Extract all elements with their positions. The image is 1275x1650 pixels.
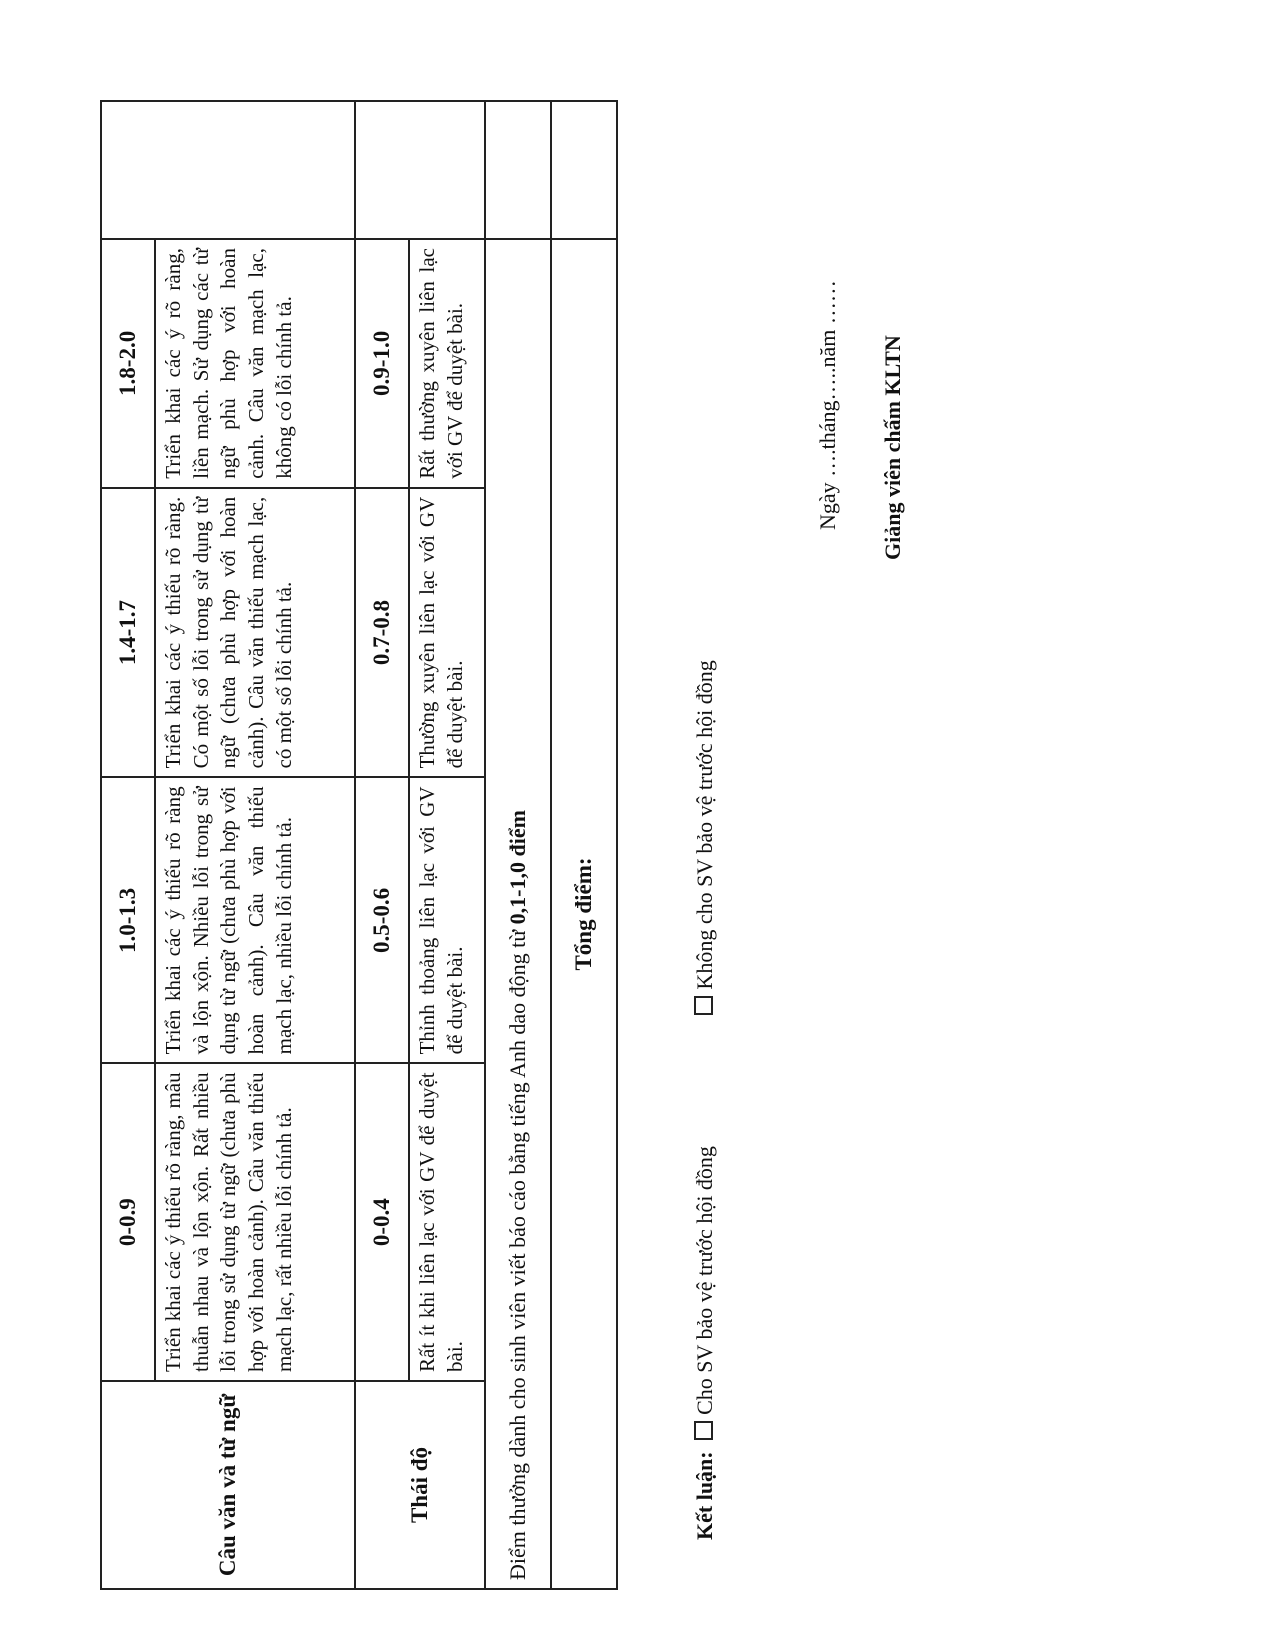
range-cell: 0-0.4 (355, 1063, 409, 1381)
conclusion-line (692, 660, 718, 1540)
description-cell: Rất ít khi liên lạc với GV để duyệt bài. (409, 1063, 485, 1381)
total-score-cell (551, 101, 617, 239)
table-row (355, 101, 409, 1589)
conclusion-label: Kết luận: (692, 1451, 717, 1540)
range-cell: 0-0.9 (101, 1063, 155, 1381)
criterion-cell: Thái độ (355, 1381, 485, 1589)
description-cell: Triển khai các ý rõ ràng, liền mạch. Sử dụng các từ ngữ phù hợp với hoàn cảnh. Câu văn mạch lạc, không có lỗi chính tả. (155, 239, 355, 488)
range-cell: 1.0-1.3 (101, 777, 155, 1063)
criterion-cell: Câu văn và từ ngữ (101, 1381, 355, 1589)
description-cell: Rất thường xuyên liên lạc với GV để duyệt bài. (409, 239, 485, 488)
signer-title: Giảng viên chấm KLTN (880, 335, 905, 560)
bonus-cell (485, 239, 551, 1589)
range-cell: 0.7-0.8 (355, 488, 409, 778)
description-cell: Triển khai các ý thiếu rõ ràng và lộn xộn. Nhiều lỗi trong sử dụng từ ngữ (chưa phù hợp với hoàn cảnh). Câu văn thiếu mạch lạc, nhiều lỗi chính tả. (155, 777, 355, 1063)
table-row (101, 101, 155, 1589)
range-cell: 0.9-1.0 (355, 239, 409, 488)
rotated-content (100, 90, 960, 1590)
description-cell: Triển khai các ý thiếu rõ ràng, mâu thuẫn nhau và lộn xộn. Rất nhiều lỗi trong sử dụng từ ngữ (chưa phù hợp với hoàn cảnh). Câu văn thiếu mạch lạc, rất nhiều lỗi chính tả. (155, 1063, 355, 1381)
score-cell (355, 101, 485, 239)
checkbox-allow[interactable] (694, 1421, 713, 1440)
description-cell: Thường xuyên liên lạc với GV để duyệt bài. (409, 488, 485, 778)
description-cell: Triển khai các ý thiếu rõ ràng. Có một số lỗi trong sử dụng từ ngữ (chưa phù hợp với hoàn cảnh). Câu văn thiếu mạch lạc, có một số lỗi chính tả. (155, 488, 355, 778)
score-cell (101, 101, 355, 239)
total-row (551, 101, 617, 1589)
bonus-row (485, 101, 551, 1589)
option-deny-label: Không cho SV bảo vệ trước hội đồng (692, 660, 717, 990)
checkbox-deny[interactable] (694, 996, 713, 1015)
table-row (409, 101, 485, 1589)
description-cell: Thỉnh thoảng liên lạc với GV để duyệt bài. (409, 777, 485, 1063)
date-line: Ngày ….tháng…..năm …… (815, 280, 840, 530)
table-row (155, 101, 355, 1589)
rubric-table (100, 100, 618, 1590)
bonus-text: Điểm thưởng dành cho sinh viên viết báo cáo bằng tiếng Anh dao động từ (505, 924, 531, 1580)
range-cell: 0.5-0.6 (355, 777, 409, 1063)
bonus-score-cell (485, 101, 551, 239)
range-cell: 1.4-1.7 (101, 488, 155, 778)
total-label: Tổng điểm: (551, 239, 617, 1589)
range-cell: 1.8-2.0 (101, 239, 155, 488)
option-allow-label: Cho SV bảo vệ trước hội đồng (692, 1146, 717, 1415)
bonus-range: 0,1-1,0 điểm (505, 810, 531, 925)
